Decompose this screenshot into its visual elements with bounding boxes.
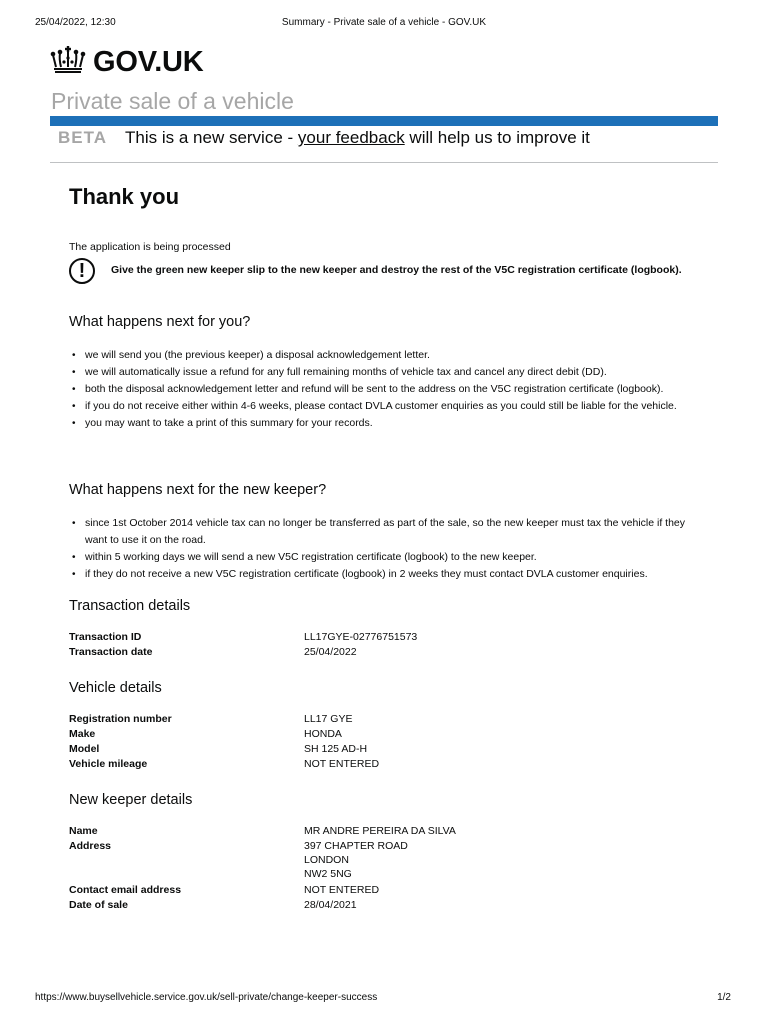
detail-key: Name xyxy=(69,825,98,837)
print-footer xyxy=(35,992,733,1006)
page-title: Thank you xyxy=(69,184,180,209)
list-item: • if you do not receive either within 4-6 weeks, please contact DVLA customer enquiries as you could still be liable for the vehicle. xyxy=(69,398,701,415)
detail-key: Contact email address xyxy=(69,884,182,896)
detail-value: NOT ENTERED xyxy=(304,758,380,770)
detail-key: Model xyxy=(69,743,100,755)
exclamation-icon: ! xyxy=(69,258,95,284)
list-item: • since 1st October 2014 vehicle tax can no longer be transferred as part of the sale, so the new keeper must tax the vehicle if they want to use it on the road. xyxy=(69,515,701,549)
detail-value: MR ANDRE PEREIRA DA SILVA xyxy=(304,825,456,837)
print-url: https://www.buysellvehicle.service.gov.uk/sell-private/change-keeper-success xyxy=(35,992,378,1003)
next-for-keeper-list xyxy=(69,515,701,583)
vehicle-heading: Vehicle details xyxy=(69,680,162,696)
detail-value: 25/04/2022 xyxy=(304,646,357,658)
detail-value: HONDA xyxy=(304,728,342,740)
list-item: • if they do not receive a new V5C registration certificate (logbook) in 2 weeks they must contact DVLA customer enquiries. xyxy=(69,566,701,583)
next-for-you-heading: What happens next for you? xyxy=(69,314,251,330)
detail-key: Vehicle mileage xyxy=(69,758,148,770)
detail-value: LL17 GYE xyxy=(304,713,353,725)
print-page-number: 1/2 xyxy=(717,992,731,1003)
next-for-keeper-heading: What happens next for the new keeper? xyxy=(69,482,327,498)
warning-callout xyxy=(69,258,689,284)
list-item: • you may want to take a print of this summary for your records. xyxy=(69,415,701,432)
print-doc-title: Summary - Private sale of a vehicle - GOV.UK xyxy=(281,17,487,28)
detail-key: Transaction date xyxy=(69,646,153,658)
detail-key: Make xyxy=(69,728,96,740)
beta-text-before: This is a new service - xyxy=(125,128,298,147)
logo-text: GOV.UK xyxy=(93,46,204,78)
service-name[interactable]: Private sale of a vehicle xyxy=(51,88,294,114)
feedback-link[interactable]: your feedback xyxy=(297,128,405,147)
list-item: • both the disposal acknowledgement letter and refund will be sent to the address on the V5C registration certificate (logbook). xyxy=(69,381,701,398)
keeper-heading: New keeper details xyxy=(69,792,193,808)
beta-banner xyxy=(58,128,590,148)
list-item: • we will automatically issue a refund for any full remaining months of vehicle tax and cancel any direct debit (DD). xyxy=(69,364,701,381)
detail-value: 397 CHAPTER ROAD xyxy=(304,840,408,852)
detail-value: NW2 5NG xyxy=(304,868,352,880)
detail-key: Address xyxy=(69,840,112,852)
detail-value: LL17GYE-02776751573 xyxy=(304,631,418,643)
print-header xyxy=(35,17,733,31)
beta-text-after: will help us to improve it xyxy=(404,128,590,147)
status-text: The application is being processed xyxy=(69,241,231,253)
next-for-you-list xyxy=(69,347,701,432)
detail-key: Date of sale xyxy=(69,899,128,911)
detail-key: Registration number xyxy=(69,713,172,725)
print-datetime: 25/04/2022, 12:30 xyxy=(35,17,116,28)
detail-value: LONDON xyxy=(304,854,349,866)
header-blue-bar xyxy=(50,116,718,126)
detail-value: 28/04/2021 xyxy=(304,899,357,911)
list-item: • we will send you (the previous keeper) a disposal acknowledgement letter. xyxy=(69,347,701,364)
beta-tag: BETA xyxy=(58,128,108,147)
crown-icon xyxy=(50,45,86,80)
transaction-heading: Transaction details xyxy=(69,598,191,614)
detail-value: SH 125 AD-H xyxy=(304,743,368,755)
divider xyxy=(50,162,718,163)
govuk-logo[interactable] xyxy=(50,45,204,80)
warning-text: Give the green new keeper slip to the new keeper and destroy the rest of the V5C registration certificate (logbook). xyxy=(111,264,682,276)
list-item: • within 5 working days we will send a new V5C registration certificate (logbook) to the new keeper. xyxy=(69,549,701,566)
detail-key: Transaction ID xyxy=(69,631,142,643)
detail-value: NOT ENTERED xyxy=(304,884,380,896)
